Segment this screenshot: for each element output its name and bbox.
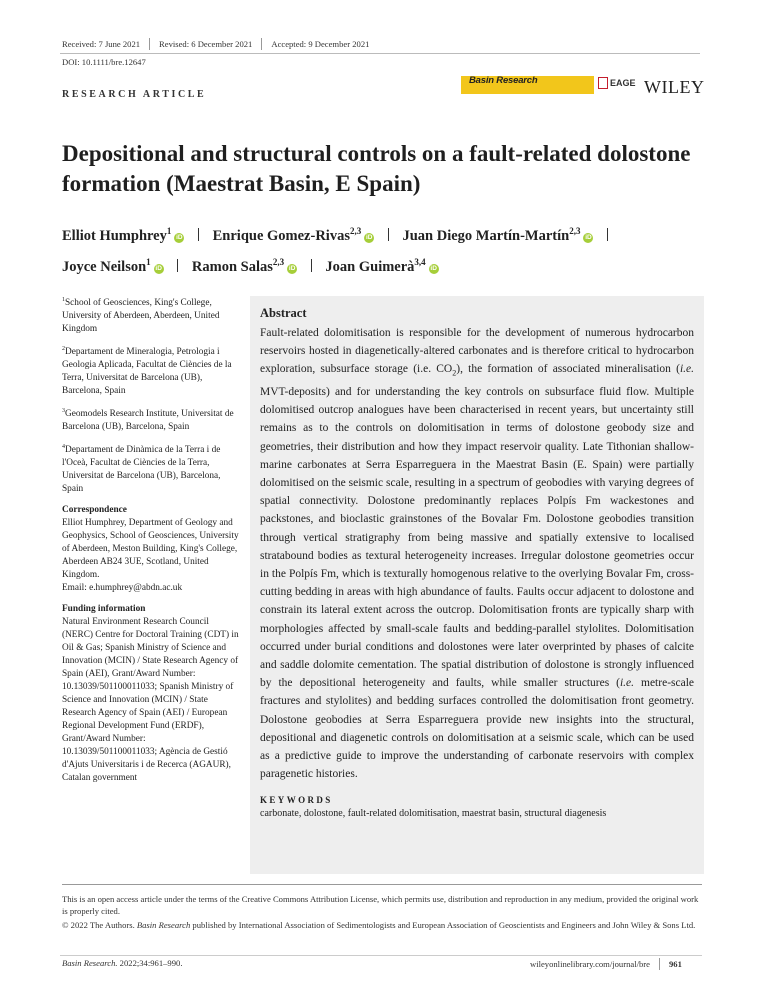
footer-right [530, 958, 682, 970]
eage-mark-icon [598, 77, 608, 89]
funding-heading: Funding information [62, 604, 146, 615]
author-separator [311, 259, 312, 272]
abstract-box [250, 296, 704, 874]
received-date: Received: 7 June 2021 [62, 39, 141, 49]
abstract-heading: Abstract [260, 306, 307, 320]
author[interactable]: Joan Guimerà$^{3,4}$ [325, 256, 426, 275]
orcid-icon[interactable]: iD [585, 233, 592, 241]
keywords-heading: KEYWORDS [260, 795, 333, 806]
author[interactable]: Ramon Salas$^{2,3}$ [191, 256, 285, 275]
header-rule [60, 53, 700, 54]
journal-logo[interactable] [461, 76, 594, 94]
funding-text: Natural Environment Research Council (NERC) Centre for Doctoral Training (CDT) in Oil & Gas; Spanish Ministry of Science and Innovation (MCIN) / State Research Agency of Spain (AEI), Grant/Award Number: 10.13039/501100011033; Spanish Ministry of Science and Innovation (MCIN) / State Research Agency of Spain (AEI) / European Regional Development Fund (ERDF), Grant/Award Number: 10.13039/501100011033; Agència de Gestió d'Ajuts Universitaris i de Recerca (AGAUR), Catalan government [62, 617, 239, 784]
orcid-icon[interactable]: iD [288, 264, 296, 272]
sidebar-column [62, 294, 240, 785]
correspondence-text: Elliot Humphrey, Department of Geology and Geophysics, School of Geosciences, University of Aberdeen, Meston Building, King's College, Aberdeen AB24 3UE, Scotland, United Kingdom. [62, 518, 239, 581]
orcid-icon[interactable]: iD [365, 233, 373, 241]
article-title: Depositional and structural controls on a fault-related dolostone formation (Maestrat Basin, E Spain) [62, 141, 691, 196]
divider [149, 38, 150, 50]
author[interactable]: Enrique Gomez-Rivas$^{2,3}$ [212, 226, 362, 244]
page-number: 961 [668, 959, 682, 969]
author-separator [198, 228, 199, 241]
correspondence-email[interactable]: Email: e.humphrey@abdn.ac.uk [62, 583, 183, 594]
citation: Basin Research. 2022;34:961–990. [62, 958, 183, 968]
journal-url[interactable]: wileyonlinelibrary.com/journal/bre [530, 959, 650, 969]
author[interactable]: Joyce Neilson$^1$ [62, 256, 151, 275]
abstract-text: Fault-related dolomitisation is responsible for the development of numerous hydrocarbon reservoirs hosted in diagenetically-altered carbonates and is therefore critical to hydrocarbon exploration, subsurface storage (i.e. $CO_2$), the formation of associated mineralisation (i.e. MVT-deposits) and for understanding the key controls on subsurface fluid flow. Multiple dolomitised outcrop analogues have been characterised in recent years, but uncertainty still remains as to the controls on dolomitisation in terms of dolostone geobody size and geometries, their distribution and how they impact reservoir quality. Late Tithonian shallow-marine carbonates at Serra Esparreguera in the Maestrat Basin (E. Spain) were partially dolomitised on the seismic scale, resulting in a spectrum of geobodies with varying degrees of spatial connectivity. Dolostone predominantly replaces Polpís Fm wackestones and packstones, and bioclastic grainstones of the Bovalar Fm. Dolostone geobodies transition through vertical stratigraphy from being massive and spatially extensive to localised stratabound bodies as textural heterogeneity increases. Irregular dolostone geometries occur in the Polpís Fm, which is texturally homogenous relative to the overlying Bovalar Fm, cross-cutting bedding in areas with high abundance of faults. Faults occur adjacent to dolostone and constrain its lateral extent across the outcrop. Dolomitisation fronts are typically sharp with morphologies affected by small-scale faults and bedding-parallel stylolites. Dolomitisation occurred under burial conditions and dolostones were later overprinted by phases of calcite and saddle dolomite cementation. The spatial distribution of dolostone is strongly influenced by the depositional heterogeneity and faults, while smaller structures (i.e. metre-scale fractures and stylolites) and bedding surfaces controlled the dolomitisation front geometry. Dolostone geobodies at Serra Esparreguera provide new insights into the structural, depositional and diagenetic controls on dolomitisation at a seismic scale, which can be used as a predictive guide to improve the understanding of carbonate reservoirs with complex paragenetic histories. [260, 327, 695, 781]
author-separator [607, 228, 608, 241]
license-footer [62, 884, 702, 933]
license-text: This is an open access article under the terms of the Creative Commons Attribution License, which permits use, distribution and reproduction in any medium, provided the original work is properly cited. [62, 894, 699, 916]
doi[interactable]: DOI: 10.1111/bre.12647 [62, 57, 146, 67]
divider [659, 958, 660, 970]
orcid-icon[interactable]: iD [430, 264, 437, 272]
author[interactable]: Juan Diego Martín-Martín$^{2,3}$ [402, 226, 581, 244]
journal-logo-text: Basin Research [469, 75, 538, 86]
eage-logo[interactable] [598, 77, 636, 89]
author-separator [177, 259, 178, 272]
affiliation: $^3$Geomodels Research Institute, Universitat de Barcelona (UB), Barcelona, Spain [62, 408, 234, 433]
affiliation: $^2$Departament de Mineralogia, Petrologia i Geologia Aplicada, Facultat de Ciències de la Terra, Universitat de Barcelona (UB), Barcelona, Spain [62, 346, 232, 397]
wiley-logo[interactable]: WILEY [644, 77, 705, 97]
copyright-text: © 2022 The Authors. Basin Research published by International Association of Sedimentologists and European Association of Geoscientists and Engineers and John Wiley & Sons Ltd. [62, 920, 696, 930]
correspondence-heading: Correspondence [62, 505, 127, 516]
divider [261, 38, 262, 50]
affiliation: $^4$Departament de Dinàmica de la Terra i de l'Oceà, Facultat de Ciències de la Terra, Universitat de Barcelona (UB), Barcelona, Spain [62, 444, 221, 495]
orcid-icon[interactable]: iD [155, 264, 162, 272]
footer-rule [60, 955, 702, 956]
keywords-text: carbonate, dolostone, fault-related dolomitisation, maestrat basin, structural diagenesis [260, 808, 607, 820]
accepted-date: Accepted: 9 December 2021 [271, 39, 370, 49]
eage-logo-text: EAGE [610, 78, 636, 88]
article-type: RESEARCH ARTICLE [62, 89, 207, 100]
revised-date: Revised: 6 December 2021 [159, 39, 253, 49]
author[interactable]: Elliot Humphrey$^1$ [62, 226, 172, 244]
affiliation: $^1$School of Geosciences, King's College, University of Aberdeen, Aberdeen, United Kingdom [62, 297, 220, 335]
orcid-icon[interactable]: iD [176, 233, 183, 241]
article-dates [62, 38, 369, 50]
author-list [62, 218, 702, 280]
author-separator [388, 228, 389, 241]
